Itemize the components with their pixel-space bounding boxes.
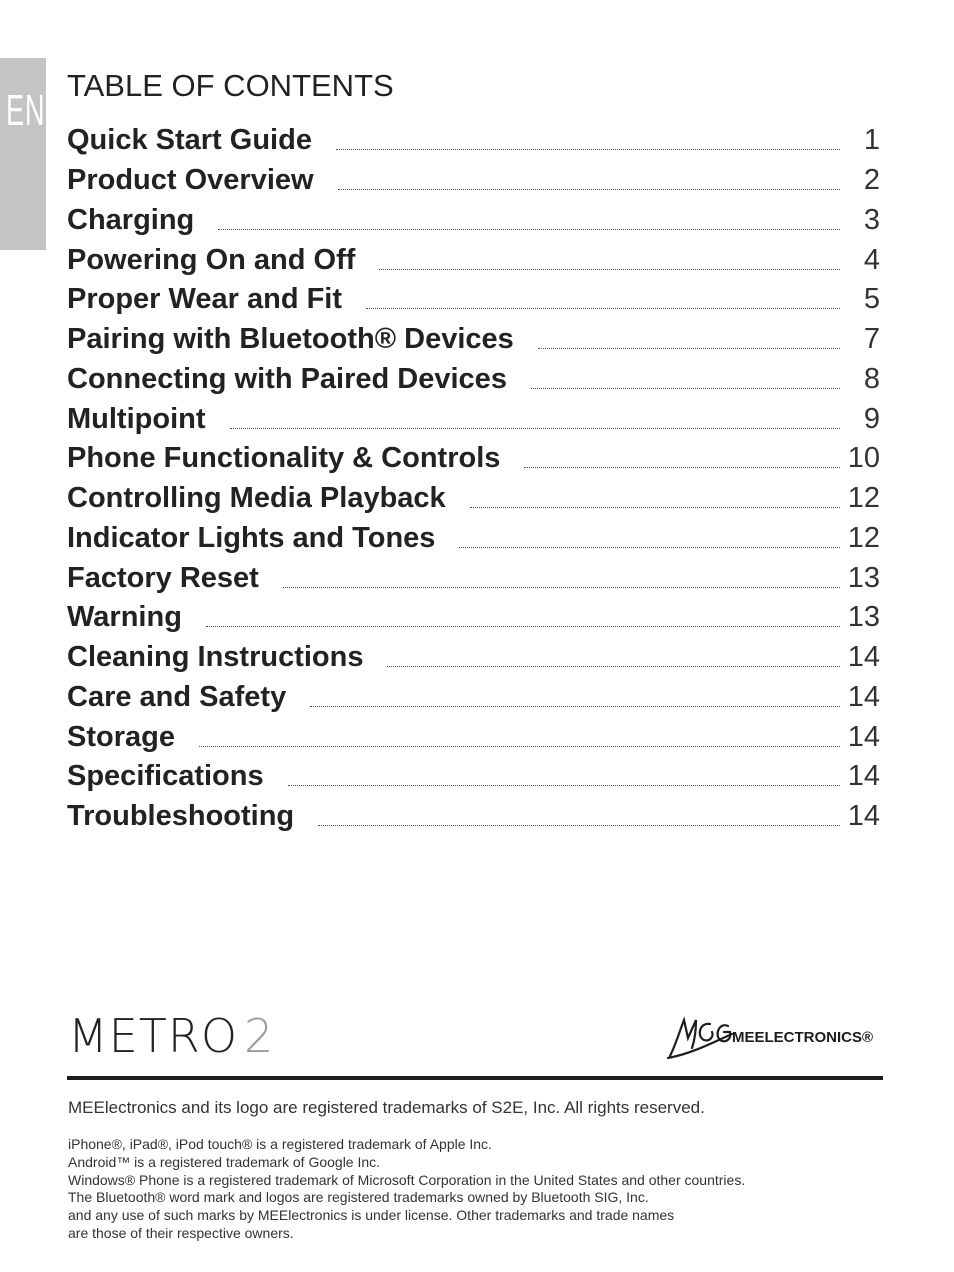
toc-entry-label: Product Overview xyxy=(67,164,314,197)
toc-entry-page: 14 xyxy=(847,680,880,713)
toc-entry-page: 10 xyxy=(847,442,880,475)
toc-entry-label: Warning xyxy=(67,601,182,634)
toc-entry-label: Cleaning Instructions xyxy=(67,641,364,674)
toc-leader-dots xyxy=(366,308,840,309)
toc-entry[interactable] xyxy=(67,320,880,360)
product-logo xyxy=(68,1009,274,1063)
language-tab xyxy=(0,58,46,250)
toc-entry-label: Multipoint xyxy=(67,402,206,435)
toc-entry[interactable] xyxy=(67,479,880,519)
toc-leader-dots xyxy=(387,666,840,667)
toc-entry[interactable] xyxy=(67,201,880,241)
toc-leader-dots xyxy=(310,706,840,707)
toc-entry-label: Pairing with Bluetooth® Devices xyxy=(67,323,514,356)
toc-entry-page: 2 xyxy=(863,164,880,197)
toc-list xyxy=(67,121,880,837)
toc-entry[interactable] xyxy=(67,280,880,320)
toc-entry-label: Charging xyxy=(67,203,195,236)
toc-entry[interactable] xyxy=(67,161,880,201)
toc-entry-label: Care and Safety xyxy=(67,680,287,713)
trademark-notice-line: are those of their respective owners. xyxy=(68,1224,294,1241)
product-name: METRO xyxy=(68,1009,239,1063)
toc-leader-dots xyxy=(524,467,840,468)
toc-entry-label: Phone Functionality & Controls xyxy=(67,442,501,475)
toc-entry-label: Troubleshooting xyxy=(67,800,295,833)
toc-entry-label: Specifications xyxy=(67,760,264,793)
trademark-notice-line: iPhone®, iPad®, iPod touch® is a registered trademark of Apple Inc. xyxy=(68,1136,492,1152)
toc-entry-page: 1 xyxy=(863,124,880,157)
toc-entry-page: 12 xyxy=(847,482,880,515)
toc-entry-label: Controlling Media Playback xyxy=(67,482,446,515)
footer-divider xyxy=(67,1076,883,1080)
trademark-notice-line: Windows® Phone is a registered trademark of Microsoft Corporation in the United States and other countries. xyxy=(68,1171,746,1188)
toc-leader-dots xyxy=(288,785,840,786)
toc-entry[interactable] xyxy=(67,240,880,280)
toc-leader-dots xyxy=(283,587,840,588)
trademark-statement: MEElectronics and its logo are registered trademarks of S2E, Inc. All rights reserved. xyxy=(68,1098,705,1117)
toc-entry[interactable] xyxy=(67,399,880,439)
toc-entry[interactable] xyxy=(67,439,880,479)
product-number: 2 xyxy=(244,1009,275,1063)
toc-leader-dots xyxy=(338,189,840,190)
toc-entry-page: 13 xyxy=(847,601,880,634)
toc-entry-page: 14 xyxy=(847,641,880,674)
toc-entry[interactable] xyxy=(67,519,880,559)
toc-entry[interactable] xyxy=(67,558,880,598)
toc-entry-page: 14 xyxy=(847,720,880,753)
toc-entry-label: Quick Start Guide xyxy=(67,124,312,157)
toc-leader-dots xyxy=(379,269,840,270)
toc-entry-label: Proper Wear and Fit xyxy=(67,283,343,316)
toc-entry-page: 5 xyxy=(863,283,880,316)
toc-entry[interactable] xyxy=(67,360,880,400)
toc-entry[interactable] xyxy=(67,638,880,678)
toc-entry-page: 7 xyxy=(863,323,880,356)
toc-entry[interactable] xyxy=(67,797,880,837)
toc-entry-page: 12 xyxy=(847,521,880,554)
toc-entry[interactable] xyxy=(67,121,880,161)
mee-logo-mark xyxy=(668,1020,732,1058)
toc-entry-label: Factory Reset xyxy=(67,561,259,594)
toc-entry-page: 14 xyxy=(847,800,880,833)
toc-leader-dots xyxy=(230,428,840,429)
toc-leader-dots xyxy=(199,746,840,747)
toc-entry-page: 3 xyxy=(863,203,880,236)
language-tab-label: EN xyxy=(6,86,46,135)
toc-entry[interactable] xyxy=(67,717,880,757)
toc-leader-dots xyxy=(218,229,840,230)
trademark-notices xyxy=(68,1136,745,1243)
toc-title: TABLE OF CONTENTS xyxy=(67,68,394,103)
toc-entry-label: Connecting with Paired Devices xyxy=(67,362,507,395)
meelectronics-wordmark: MEELECTRONICS® xyxy=(732,1029,874,1046)
toc-entry-label: Powering On and Off xyxy=(67,243,356,276)
trademark-notice-line: The Bluetooth® word mark and logos are registered trademarks owned by Bluetooth SIG, Inc. xyxy=(68,1189,649,1206)
toc-entry[interactable] xyxy=(67,678,880,718)
toc-leader-dots xyxy=(318,825,840,826)
toc-leader-dots xyxy=(459,547,840,548)
toc-entry-page: 4 xyxy=(863,243,880,276)
trademark-notice-line: and any use of such marks by MEElectronics is under license. Other trademarks and trade names xyxy=(68,1207,675,1224)
toc-entry[interactable] xyxy=(67,598,880,638)
toc-leader-dots xyxy=(538,348,840,349)
toc-entry-page: 13 xyxy=(847,561,880,594)
toc-entry[interactable] xyxy=(67,757,880,797)
toc-leader-dots xyxy=(531,388,840,389)
trademark-notice-line: Android™ is a registered trademark of Google Inc. xyxy=(68,1153,381,1170)
toc-leader-dots xyxy=(336,149,840,150)
meelectronics-logo xyxy=(666,1014,882,1060)
toc-entry-label: Storage xyxy=(67,720,175,753)
toc-leader-dots xyxy=(206,626,840,627)
toc-entry-page: 9 xyxy=(863,402,880,435)
toc-entry-label: Indicator Lights and Tones xyxy=(67,521,436,554)
toc-entry-page: 8 xyxy=(863,362,880,395)
toc-leader-dots xyxy=(470,507,840,508)
toc-entry-page: 14 xyxy=(847,760,880,793)
